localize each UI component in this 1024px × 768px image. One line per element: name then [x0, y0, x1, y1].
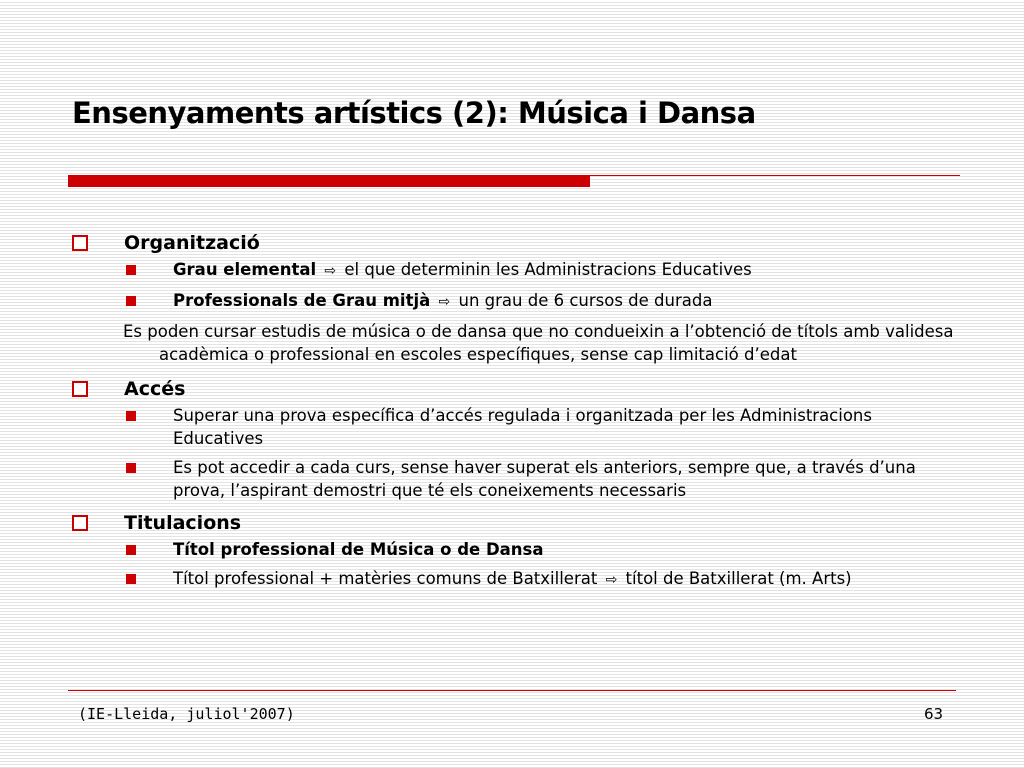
item-text: títol de Batxillerat (m. Arts) — [625, 569, 852, 588]
list-item — [72, 567, 962, 592]
filled-square-bullet-icon — [126, 463, 136, 473]
section-heading-titulacions — [72, 508, 962, 538]
section-heading-label: Accés — [124, 378, 186, 400]
slide-content — [72, 228, 962, 598]
slide-title: Ensenyaments artístics (2): Música i Dansa — [72, 96, 756, 130]
item-text-before: Títol professional + matèries comuns de Batxillerat — [173, 569, 598, 588]
filled-square-bullet-icon — [126, 265, 136, 275]
item-text: Superar una prova específica d’accés regulada i organitzada per les Administracions Educatives — [173, 406, 872, 448]
footer-source: (IE-Lleida, juliol'2007) — [78, 705, 295, 723]
section-heading-label: Titulacions — [124, 512, 242, 534]
item-bold-text: Grau elemental — [173, 260, 317, 279]
hollow-square-bullet-icon — [72, 515, 88, 531]
list-item — [72, 538, 962, 561]
list-item — [72, 456, 962, 502]
filled-square-bullet-icon — [126, 411, 136, 421]
list-item — [72, 404, 962, 450]
section-note: Es poden cursar estudis de música o de dansa que no condueixin a l’obtenció de títols amb validesa acadèmica o professional en escoles específiques, sense cap limitació d’edat — [123, 322, 954, 364]
filled-square-bullet-icon — [126, 545, 136, 555]
section-heading-acces — [72, 374, 962, 404]
filled-square-bullet-icon — [126, 574, 136, 584]
page-number: 63 — [924, 705, 944, 723]
item-bold-text: Títol professional de Música o de Dansa — [173, 540, 544, 559]
right-arrow-icon: ⇨ — [324, 263, 337, 279]
right-arrow-icon: ⇨ — [438, 294, 451, 310]
item-text: Es pot accedir a cada curs, sense haver superat els anteriors, sempre que, a través d’una prova, l’aspirant demostri que té els coneixements necessaris — [173, 458, 916, 500]
hollow-square-bullet-icon — [72, 381, 88, 397]
item-text: un grau de 6 cursos de durada — [458, 291, 713, 310]
section-heading-organitzacio — [72, 228, 962, 258]
right-arrow-icon: ⇨ — [605, 572, 618, 588]
filled-square-bullet-icon — [126, 296, 136, 306]
list-item — [72, 289, 962, 314]
title-underline-bar — [68, 175, 590, 187]
section-heading-label: Organització — [124, 232, 260, 254]
list-item — [72, 258, 962, 283]
item-bold-text: Professionals de Grau mitjà — [173, 291, 431, 310]
item-text: el que determinin les Administracions Educatives — [344, 260, 752, 279]
footer-rule — [68, 690, 956, 691]
title-underline-rule — [590, 175, 960, 176]
hollow-square-bullet-icon — [72, 235, 88, 251]
